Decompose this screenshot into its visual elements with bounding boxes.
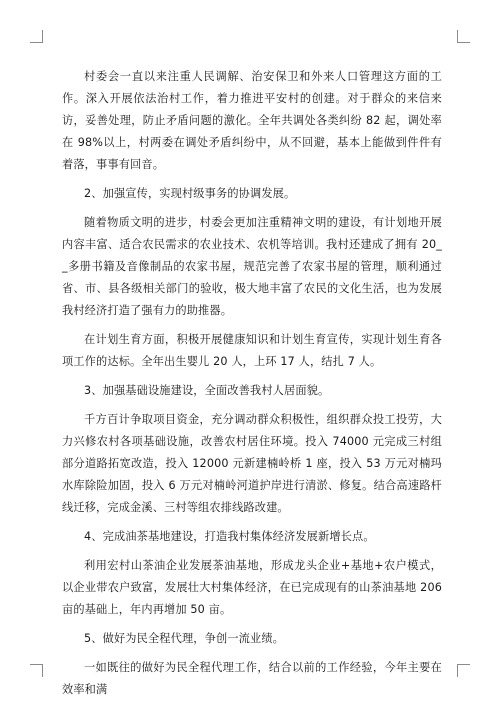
section-heading-agency: 5、做好为民全程代理，争创一流业绩。 bbox=[84, 632, 285, 645]
crop-mark-bottom-right bbox=[457, 664, 470, 677]
paragraph-camellia-oil: 利用宏村山茶油企业发展茶油基地，形成龙头企业+基地+农户模式，以企业带农户致富，发展壮大村集体经济，在已完成现有的山茶油基地 206 亩的基础上，年内再增加 50 亩。 bbox=[62, 559, 442, 616]
section-heading-camellia-oil: 4、完成油茶基地建设，打造我村集体经济发展新增长点。 bbox=[84, 530, 375, 543]
crop-mark-top-right bbox=[457, 30, 470, 43]
paragraph-family-planning: 在计划生育方面，积极开展健康知识和计划生育宣传，实现计划生育各项工作的达标。全年出生婴儿 20 人，上环 17 人，结扎 7 人。 bbox=[62, 333, 442, 368]
crop-mark-bottom-left bbox=[30, 664, 43, 677]
paragraph-mediation: 村委会一直以来注重人民调解、治安保卫和外来人口管理这方面的工作。深入开展依法治村工作，着力推进平安村的创建。对于群众的来信来访，妥善处理，防止矛盾问题的激化。全年共调处各类纠纷 82 起，调处率在 98%以上，村两委在调处矛盾纠纷中，从不回避，基本上能做到件件有着落，事事有回音。 bbox=[62, 70, 442, 171]
paragraph-culture: 随着物质文明的进步，村委会更加注重精神文明的建设，有计划地开展内容丰富、适合农民需求的农业技术、农机等培训。我村还建成了拥有 20__多册书籍及音像制品的农家书屋，规范完善了农家书屋的管理，顺利通过省、市、县各级相关部门的验收，极大地丰富了农民的文化生活，也为发展我村经济打造了强有力的助推器。 bbox=[62, 216, 442, 317]
section-heading-infrastructure: 3、加强基础设施建设，全面改善我村人居面貌。 bbox=[84, 384, 330, 397]
paragraph-agency: 一如既往的做好为民全程代理工作，结合以前的工作经验，今年主要在效率和满 bbox=[62, 661, 442, 696]
document-body bbox=[62, 66, 442, 708]
crop-mark-top-left bbox=[30, 30, 43, 43]
paragraph-infrastructure: 千方百计争取项目资金，充分调动群众积极性，组织群众投工投劳，大力兴修农村各项基础设施，改善农村居住环境。投入 74000 元完成三村组部分道路拓宽改造，投入 12000 元新建楠岭桥 1 座，投入 53 万元对楠玛水库除险加固，投入 6 万元对楠岭河道护岸进行清淤、修复。结合高速路杆线迁移，完成金溪、三村等组农排线路改建。 bbox=[62, 413, 442, 514]
section-heading-publicity: 2、加强宣传，实现村级事务的协调发展。 bbox=[84, 187, 296, 200]
